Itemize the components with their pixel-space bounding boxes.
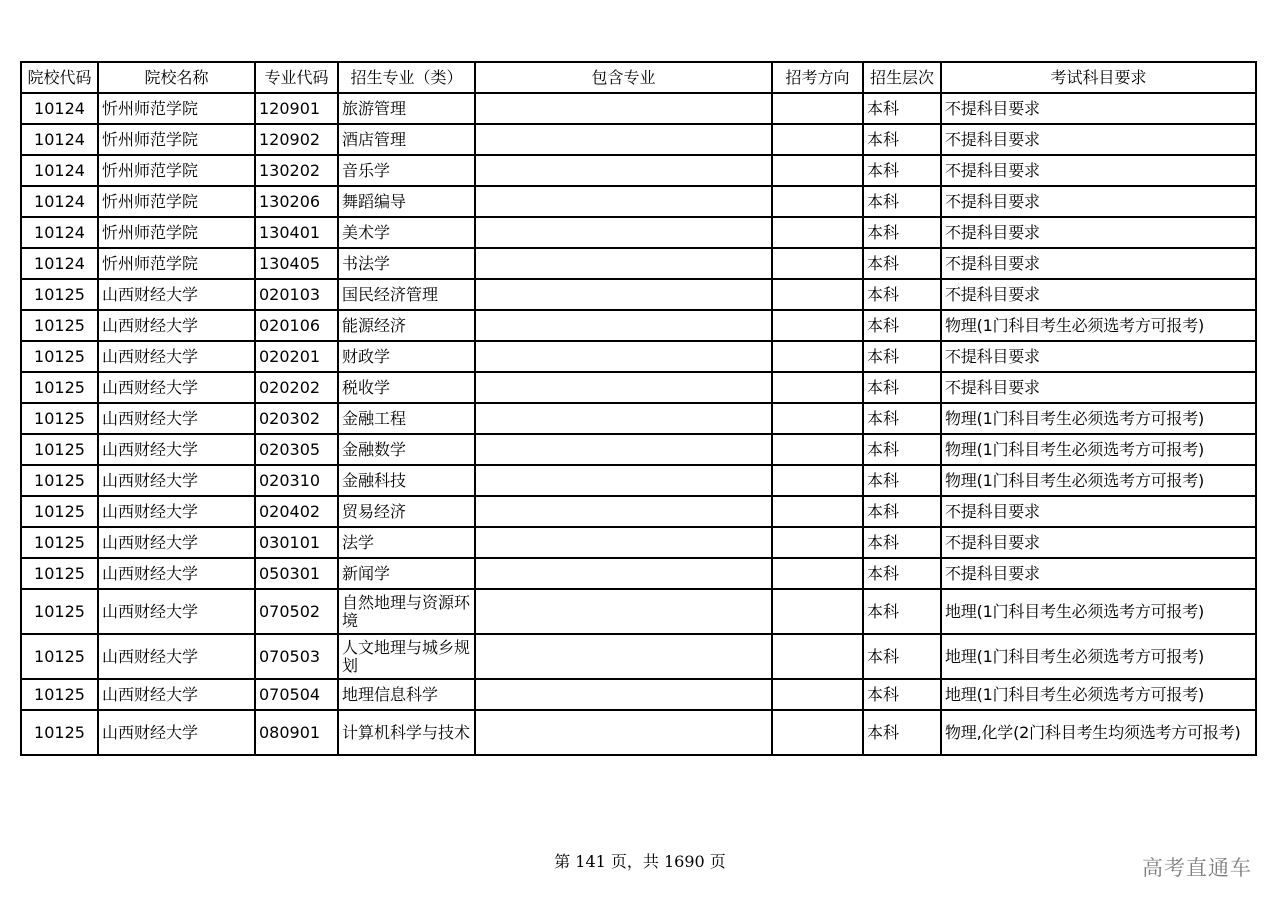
- cell-school-code: 10125: [21, 465, 98, 496]
- cell-included-majors: [475, 279, 772, 310]
- table-row: [21, 217, 1256, 248]
- cell-school-name: 山西财经大学: [98, 341, 255, 372]
- cell-included-majors: [475, 310, 772, 341]
- cell-level: 本科: [863, 496, 941, 527]
- cell-school-name: 忻州师范学院: [98, 186, 255, 217]
- cell-school-code: 10124: [21, 124, 98, 155]
- cell-major: 金融数学: [338, 434, 475, 465]
- cell-school-name: 山西财经大学: [98, 558, 255, 589]
- table-row: [21, 248, 1256, 279]
- cell-direction: [772, 124, 863, 155]
- header-direction: 招考方向: [772, 62, 863, 93]
- cell-major: 地理信息科学: [338, 679, 475, 710]
- cell-level: 本科: [863, 679, 941, 710]
- cell-level: 本科: [863, 186, 941, 217]
- cell-subject-requirement: 物理(1门科目考生必须选考方可报考): [941, 465, 1256, 496]
- table-row: [21, 496, 1256, 527]
- cell-subject-requirement: 不提科目要求: [941, 558, 1256, 589]
- table-row: [21, 434, 1256, 465]
- cell-direction: [772, 710, 863, 755]
- cell-subject-requirement: 不提科目要求: [941, 93, 1256, 124]
- cell-included-majors: [475, 465, 772, 496]
- cell-school-name: 山西财经大学: [98, 496, 255, 527]
- cell-subject-requirement: 物理(1门科目考生必须选考方可报考): [941, 434, 1256, 465]
- table-row: [21, 403, 1256, 434]
- cell-major-code: 070502: [255, 589, 338, 634]
- cell-major: 舞蹈编导: [338, 186, 475, 217]
- cell-school-code: 10125: [21, 710, 98, 755]
- cell-level: 本科: [863, 589, 941, 634]
- cell-major-code: 020106: [255, 310, 338, 341]
- cell-school-name: 山西财经大学: [98, 372, 255, 403]
- cell-level: 本科: [863, 124, 941, 155]
- cell-school-name: 山西财经大学: [98, 434, 255, 465]
- cell-level: 本科: [863, 434, 941, 465]
- cell-school-name: 山西财经大学: [98, 403, 255, 434]
- cell-major-code: 020310: [255, 465, 338, 496]
- cell-major-code: 020202: [255, 372, 338, 403]
- cell-subject-requirement: 地理(1门科目考生必须选考方可报考): [941, 634, 1256, 679]
- cell-school-code: 10124: [21, 248, 98, 279]
- table-row: [21, 341, 1256, 372]
- cell-direction: [772, 279, 863, 310]
- cell-level: 本科: [863, 465, 941, 496]
- header-row: [21, 62, 1256, 93]
- cell-school-code: 10125: [21, 527, 98, 558]
- table-row: [21, 589, 1256, 634]
- cell-major-code: 120901: [255, 93, 338, 124]
- cell-level: 本科: [863, 248, 941, 279]
- cell-school-name: 山西财经大学: [98, 710, 255, 755]
- cell-subject-requirement: 地理(1门科目考生必须选考方可报考): [941, 589, 1256, 634]
- cell-subject-requirement: 不提科目要求: [941, 248, 1256, 279]
- cell-included-majors: [475, 248, 772, 279]
- cell-direction: [772, 558, 863, 589]
- table-row: [21, 679, 1256, 710]
- cell-school-name: 忻州师范学院: [98, 155, 255, 186]
- cell-school-name: 山西财经大学: [98, 279, 255, 310]
- cell-direction: [772, 155, 863, 186]
- cell-major: 酒店管理: [338, 124, 475, 155]
- cell-major: 旅游管理: [338, 93, 475, 124]
- cell-school-name: 忻州师范学院: [98, 217, 255, 248]
- cell-direction: [772, 634, 863, 679]
- cell-major: 贸易经济: [338, 496, 475, 527]
- cell-major: 法学: [338, 527, 475, 558]
- cell-school-code: 10125: [21, 372, 98, 403]
- table-row: [21, 310, 1256, 341]
- cell-subject-requirement: 物理(1门科目考生必须选考方可报考): [941, 310, 1256, 341]
- cell-school-name: 山西财经大学: [98, 634, 255, 679]
- cell-level: 本科: [863, 341, 941, 372]
- cell-major-code: 080901: [255, 710, 338, 755]
- table-row: [21, 124, 1256, 155]
- cell-major: 自然地理与资源环境: [338, 589, 475, 634]
- cell-direction: [772, 372, 863, 403]
- cell-school-code: 10125: [21, 403, 98, 434]
- cell-level: 本科: [863, 279, 941, 310]
- table-row: [21, 634, 1256, 679]
- admission-table: [20, 61, 1257, 756]
- cell-included-majors: [475, 589, 772, 634]
- cell-major-code: 020305: [255, 434, 338, 465]
- table-row: [21, 155, 1256, 186]
- cell-school-name: 山西财经大学: [98, 527, 255, 558]
- header-major: 招生专业（类）: [338, 62, 475, 93]
- cell-school-name: 山西财经大学: [98, 679, 255, 710]
- cell-major-code: 130405: [255, 248, 338, 279]
- cell-level: 本科: [863, 558, 941, 589]
- table-row: [21, 710, 1256, 755]
- cell-school-code: 10125: [21, 679, 98, 710]
- cell-direction: [772, 310, 863, 341]
- cell-subject-requirement: 不提科目要求: [941, 341, 1256, 372]
- cell-included-majors: [475, 558, 772, 589]
- cell-school-code: 10125: [21, 558, 98, 589]
- cell-included-majors: [475, 186, 772, 217]
- table-body: [21, 93, 1256, 755]
- cell-direction: [772, 93, 863, 124]
- cell-major: 书法学: [338, 248, 475, 279]
- cell-school-name: 忻州师范学院: [98, 124, 255, 155]
- cell-included-majors: [475, 372, 772, 403]
- cell-subject-requirement: 地理(1门科目考生必须选考方可报考): [941, 679, 1256, 710]
- cell-major-code: 130202: [255, 155, 338, 186]
- cell-level: 本科: [863, 310, 941, 341]
- cell-major: 美术学: [338, 217, 475, 248]
- cell-level: 本科: [863, 710, 941, 755]
- cell-major-code: 020201: [255, 341, 338, 372]
- cell-included-majors: [475, 403, 772, 434]
- cell-level: 本科: [863, 527, 941, 558]
- cell-school-name: 山西财经大学: [98, 310, 255, 341]
- cell-level: 本科: [863, 93, 941, 124]
- cell-major: 计算机科学与技术: [338, 710, 475, 755]
- header-major-code: 专业代码: [255, 62, 338, 93]
- table-row: [21, 372, 1256, 403]
- cell-direction: [772, 217, 863, 248]
- cell-school-code: 10125: [21, 434, 98, 465]
- cell-major-code: 070503: [255, 634, 338, 679]
- cell-level: 本科: [863, 155, 941, 186]
- cell-included-majors: [475, 679, 772, 710]
- cell-school-code: 10125: [21, 589, 98, 634]
- cell-included-majors: [475, 341, 772, 372]
- cell-major-code: 020302: [255, 403, 338, 434]
- table-row: [21, 93, 1256, 124]
- cell-included-majors: [475, 217, 772, 248]
- cell-direction: [772, 527, 863, 558]
- cell-major: 国民经济管理: [338, 279, 475, 310]
- cell-major-code: 020402: [255, 496, 338, 527]
- cell-subject-requirement: 不提科目要求: [941, 186, 1256, 217]
- header-school-name: 院校名称: [98, 62, 255, 93]
- cell-major-code: 070504: [255, 679, 338, 710]
- cell-major-code: 120902: [255, 124, 338, 155]
- cell-school-name: 忻州师范学院: [98, 93, 255, 124]
- cell-subject-requirement: 不提科目要求: [941, 124, 1256, 155]
- cell-major-code: 130206: [255, 186, 338, 217]
- table-row: [21, 279, 1256, 310]
- watermark: 高考直通车: [1142, 856, 1252, 880]
- cell-school-code: 10124: [21, 217, 98, 248]
- cell-subject-requirement: 物理(1门科目考生必须选考方可报考): [941, 403, 1256, 434]
- table-row: [21, 465, 1256, 496]
- header-level: 招生层次: [863, 62, 941, 93]
- cell-direction: [772, 186, 863, 217]
- cell-school-code: 10125: [21, 310, 98, 341]
- cell-subject-requirement: 不提科目要求: [941, 496, 1256, 527]
- cell-major-code: 020103: [255, 279, 338, 310]
- table-row: [21, 558, 1256, 589]
- cell-included-majors: [475, 434, 772, 465]
- cell-subject-requirement: 不提科目要求: [941, 527, 1256, 558]
- cell-direction: [772, 589, 863, 634]
- table-row: [21, 186, 1256, 217]
- cell-subject-requirement: 不提科目要求: [941, 217, 1256, 248]
- header-subject-requirement: 考试科目要求: [941, 62, 1256, 93]
- cell-school-code: 10124: [21, 155, 98, 186]
- cell-included-majors: [475, 527, 772, 558]
- cell-major: 能源经济: [338, 310, 475, 341]
- cell-direction: [772, 465, 863, 496]
- cell-direction: [772, 403, 863, 434]
- cell-major: 音乐学: [338, 155, 475, 186]
- cell-direction: [772, 679, 863, 710]
- cell-subject-requirement: 物理,化学(2门科目考生均须选考方可报考): [941, 710, 1256, 755]
- cell-school-code: 10124: [21, 186, 98, 217]
- cell-major: 人文地理与城乡规划: [338, 634, 475, 679]
- cell-school-code: 10125: [21, 634, 98, 679]
- cell-level: 本科: [863, 372, 941, 403]
- cell-school-code: 10125: [21, 496, 98, 527]
- cell-direction: [772, 496, 863, 527]
- cell-major: 税收学: [338, 372, 475, 403]
- cell-major: 金融工程: [338, 403, 475, 434]
- cell-school-code: 10125: [21, 341, 98, 372]
- cell-included-majors: [475, 93, 772, 124]
- cell-school-name: 山西财经大学: [98, 465, 255, 496]
- cell-included-majors: [475, 155, 772, 186]
- cell-level: 本科: [863, 217, 941, 248]
- cell-direction: [772, 341, 863, 372]
- cell-included-majors: [475, 634, 772, 679]
- cell-school-code: 10124: [21, 93, 98, 124]
- cell-subject-requirement: 不提科目要求: [941, 279, 1256, 310]
- cell-school-code: 10125: [21, 279, 98, 310]
- cell-major: 财政学: [338, 341, 475, 372]
- cell-subject-requirement: 不提科目要求: [941, 372, 1256, 403]
- cell-level: 本科: [863, 403, 941, 434]
- cell-direction: [772, 248, 863, 279]
- cell-major: 新闻学: [338, 558, 475, 589]
- cell-school-name: 忻州师范学院: [98, 248, 255, 279]
- cell-level: 本科: [863, 634, 941, 679]
- cell-school-name: 山西财经大学: [98, 589, 255, 634]
- cell-major: 金融科技: [338, 465, 475, 496]
- cell-included-majors: [475, 124, 772, 155]
- table-row: [21, 527, 1256, 558]
- cell-included-majors: [475, 496, 772, 527]
- cell-direction: [772, 434, 863, 465]
- header-included-majors: 包含专业: [475, 62, 772, 93]
- cell-included-majors: [475, 710, 772, 755]
- cell-major-code: 130401: [255, 217, 338, 248]
- cell-major-code: 050301: [255, 558, 338, 589]
- cell-subject-requirement: 不提科目要求: [941, 155, 1256, 186]
- cell-major-code: 030101: [255, 527, 338, 558]
- header-school-code: 院校代码: [21, 62, 98, 93]
- page-number: 第 141 页，共 1690 页: [554, 852, 726, 871]
